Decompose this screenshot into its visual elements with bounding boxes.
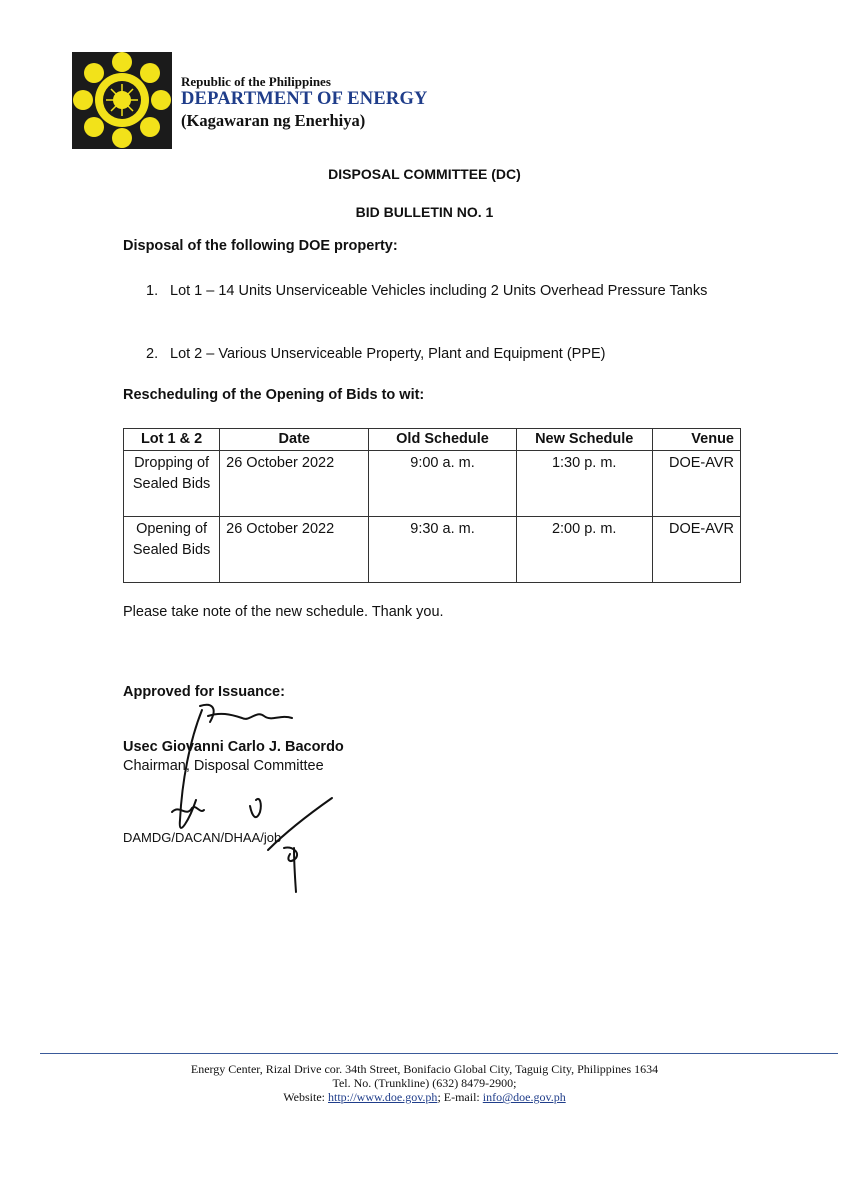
list-item-text: Lot 1 – 14 Units Unserviceable Vehicles including 2 Units Overhead Pressure Tanks: [170, 283, 708, 299]
committee-heading: DISPOSAL COMMITTEE (DC): [328, 166, 521, 182]
table-cell-new-schedule: 1:30 p. m.: [516, 451, 652, 517]
reschedule-section-heading: Rescheduling of the Opening of Bids to wit:: [123, 387, 425, 403]
website-label: Website:: [283, 1090, 325, 1104]
table-cell-date: 26 October 2022: [220, 451, 369, 517]
letterhead-department-tagalog: (Kagawaran ng Enerhiya): [181, 111, 366, 130]
table-cell-venue: DOE-AVR: [652, 517, 740, 583]
table-cell-old-schedule: 9:00 a. m.: [369, 451, 516, 517]
table-row: [124, 517, 741, 583]
column-header-date: Date: [220, 429, 369, 451]
column-header-new-schedule: New Schedule: [516, 429, 652, 451]
email-link[interactable]: info@doe.gov.ph: [482, 1090, 566, 1104]
disposal-section-heading: Disposal of the following DOE property:: [123, 238, 398, 254]
schedule-table: [123, 428, 741, 583]
footer-contact: [0, 1090, 849, 1104]
letterhead-department: DEPARTMENT OF ENERGY: [181, 89, 428, 109]
list-item: [146, 281, 746, 301]
table-cell-new-schedule: 2:00 p. m.: [516, 517, 652, 583]
column-header-venue: Venue: [652, 429, 740, 451]
closing-note: Please take note of the new schedule. Thank you.: [123, 604, 444, 620]
website-link[interactable]: http://www.doe.gov.ph: [328, 1090, 438, 1104]
signatory-title: Chairman, Disposal Committee: [123, 758, 324, 774]
list-item: [146, 344, 746, 364]
list-item-number: 2.: [146, 346, 159, 362]
table-row: [124, 451, 741, 517]
table-cell-activity: Opening of Sealed Bids: [124, 517, 220, 583]
doe-seal-icon: [72, 52, 172, 149]
column-header-lot: Lot 1 & 2: [124, 429, 220, 451]
footer-divider: [40, 1053, 838, 1054]
table-header-row: [124, 429, 741, 451]
table-cell-venue: DOE-AVR: [652, 451, 740, 517]
list-item-number: 1.: [146, 283, 159, 299]
table-cell-activity: Dropping of Sealed Bids: [124, 451, 220, 517]
footer-telephone: Tel. No. (Trunkline) (632) 8479-2900;: [332, 1076, 517, 1090]
column-header-old-schedule: Old Schedule: [369, 429, 516, 451]
bulletin-heading: BID BULLETIN NO. 1: [355, 204, 494, 220]
signatory-name: Usec Giovanni Carlo J. Bacordo: [123, 739, 344, 755]
reference-initials: DAMDG/DACAN/DHAA/job: [123, 830, 282, 845]
table-cell-old-schedule: 9:30 a. m.: [369, 517, 516, 583]
list-item-text: Lot 2 – Various Unserviceable Property, Plant and Equipment (PPE): [170, 346, 606, 362]
letterhead-country: Republic of the Philippines: [181, 74, 331, 89]
table-cell-date: 26 October 2022: [220, 517, 369, 583]
signature-icon: [160, 700, 350, 900]
email-label: ; E-mail:: [437, 1090, 480, 1104]
approval-label: Approved for Issuance:: [123, 684, 285, 700]
footer-address: Energy Center, Rizal Drive cor. 34th Street, Bonifacio Global City, Taguig City, Philippines 1634: [190, 1062, 659, 1076]
